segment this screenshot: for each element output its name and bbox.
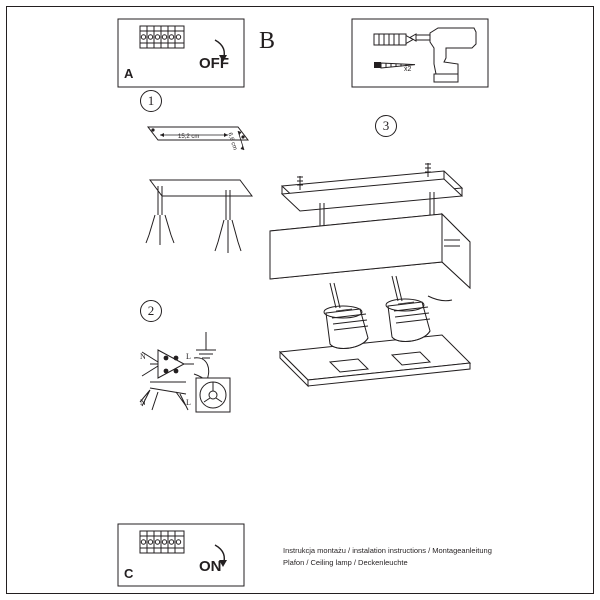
terminal-label-n-top: N [140,352,146,361]
terminal-label-l-top: L [186,352,191,361]
step-number-3: 3 [375,115,397,137]
panel-letter-a: A [124,66,134,81]
switch-state-on: ON [199,558,222,575]
panel-letter-c: C [124,566,134,581]
footer-line-1: Instrukcja montażu / instalation instructions / Montageanleitung [283,546,492,555]
terminal-label-l-bottom: L [186,398,191,407]
section-letter-b: B [259,28,276,54]
dimension-height-label: 6,6 cm [226,132,238,151]
switch-state-off: OFF [199,55,229,72]
screw-quantity: x2 [404,66,412,73]
terminal-label-n-bottom: N [140,398,146,407]
footer-line-2: Plafon / Ceiling lamp / Deckenleuchte [283,558,408,567]
step-number-1: 1 [140,90,162,112]
dimension-width-label: 15,2 cm [178,134,200,140]
step-number-2: 2 [140,300,162,322]
